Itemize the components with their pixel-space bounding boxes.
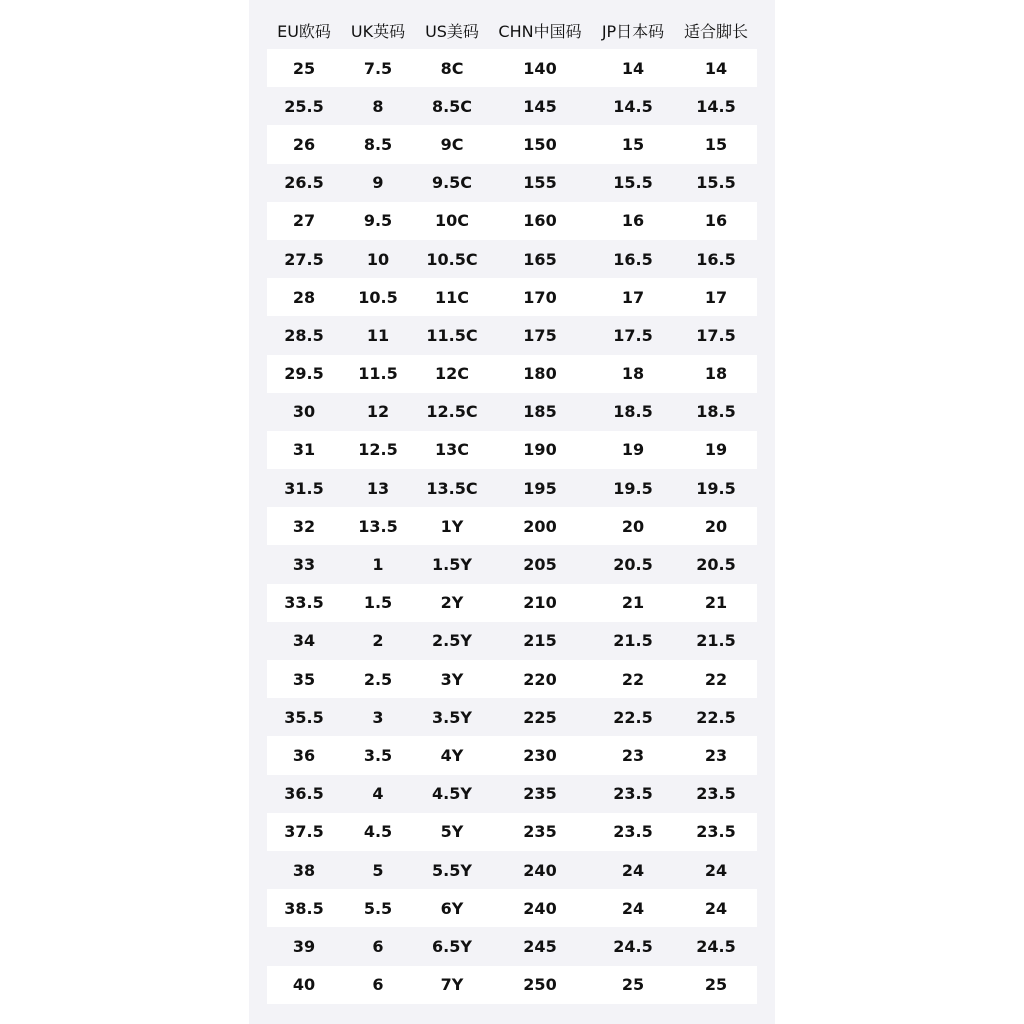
uk-size-cell: 8.5 <box>341 125 415 163</box>
table-row <box>267 545 757 583</box>
jp-size-cell: 24.5 <box>591 927 675 965</box>
table-row <box>267 125 757 163</box>
chn-size-cell: 210 <box>489 584 591 622</box>
chn-size-cell: 150 <box>489 125 591 163</box>
jp-size-cell: 20 <box>591 507 675 545</box>
chn-size-cell: 235 <box>489 813 591 851</box>
uk-size-cell: 13.5 <box>341 507 415 545</box>
table-row <box>267 278 757 316</box>
chn-size-cell: 185 <box>489 393 591 431</box>
jp-size-cell: 14.5 <box>591 87 675 125</box>
chn-size-cell: 250 <box>489 966 591 1004</box>
uk-size-cell: 8 <box>341 87 415 125</box>
eu-size-cell: 37.5 <box>267 813 341 851</box>
jp-size-cell: 16 <box>591 202 675 240</box>
eu-size-cell: 36 <box>267 736 341 774</box>
jp-size-cell: 23.5 <box>591 775 675 813</box>
eu-size-cell: 28 <box>267 278 341 316</box>
uk-size-cell: 2 <box>341 622 415 660</box>
foot-length-cell: 22 <box>675 660 757 698</box>
foot-length-cell: 21 <box>675 584 757 622</box>
jp-size-cell: 23 <box>591 736 675 774</box>
eu-size-cell: 40 <box>267 966 341 1004</box>
table-row <box>267 698 757 736</box>
chn-size-cell: 140 <box>489 49 591 87</box>
us-size-cell: 9.5C <box>415 164 489 202</box>
uk-size-cell: 12 <box>341 393 415 431</box>
eu-size-cell: 25.5 <box>267 87 341 125</box>
us-size-cell: 13C <box>415 431 489 469</box>
header-eu-size: EU欧码 <box>267 11 341 49</box>
jp-size-cell: 20.5 <box>591 545 675 583</box>
jp-size-cell: 22 <box>591 660 675 698</box>
chn-size-cell: 245 <box>489 927 591 965</box>
us-size-cell: 12C <box>415 355 489 393</box>
uk-size-cell: 9.5 <box>341 202 415 240</box>
eu-size-cell: 30 <box>267 393 341 431</box>
table-row <box>267 393 757 431</box>
uk-size-cell: 9 <box>341 164 415 202</box>
chn-size-cell: 215 <box>489 622 591 660</box>
chn-size-cell: 170 <box>489 278 591 316</box>
jp-size-cell: 17.5 <box>591 316 675 354</box>
uk-size-cell: 2.5 <box>341 660 415 698</box>
foot-length-cell: 17.5 <box>675 316 757 354</box>
uk-size-cell: 4.5 <box>341 813 415 851</box>
us-size-cell: 1.5Y <box>415 545 489 583</box>
table-row <box>267 813 757 851</box>
foot-length-cell: 14.5 <box>675 87 757 125</box>
uk-size-cell: 12.5 <box>341 431 415 469</box>
jp-size-cell: 24 <box>591 889 675 927</box>
us-size-cell: 1Y <box>415 507 489 545</box>
table-row <box>267 469 757 507</box>
uk-size-cell: 10 <box>341 240 415 278</box>
chn-size-cell: 190 <box>489 431 591 469</box>
jp-size-cell: 14 <box>591 49 675 87</box>
foot-length-cell: 23.5 <box>675 775 757 813</box>
chn-size-cell: 220 <box>489 660 591 698</box>
foot-length-cell: 21.5 <box>675 622 757 660</box>
jp-size-cell: 15.5 <box>591 164 675 202</box>
jp-size-cell: 22.5 <box>591 698 675 736</box>
us-size-cell: 11C <box>415 278 489 316</box>
chn-size-cell: 240 <box>489 851 591 889</box>
chn-size-cell: 195 <box>489 469 591 507</box>
jp-size-cell: 19.5 <box>591 469 675 507</box>
foot-length-cell: 22.5 <box>675 698 757 736</box>
chn-size-cell: 180 <box>489 355 591 393</box>
jp-size-cell: 18 <box>591 355 675 393</box>
eu-size-cell: 27 <box>267 202 341 240</box>
foot-length-cell: 24.5 <box>675 927 757 965</box>
jp-size-cell: 16.5 <box>591 240 675 278</box>
foot-length-cell: 20 <box>675 507 757 545</box>
foot-length-cell: 24 <box>675 851 757 889</box>
us-size-cell: 4Y <box>415 736 489 774</box>
uk-size-cell: 6 <box>341 927 415 965</box>
uk-size-cell: 7.5 <box>341 49 415 87</box>
us-size-cell: 11.5C <box>415 316 489 354</box>
jp-size-cell: 25 <box>591 966 675 1004</box>
us-size-cell: 2.5Y <box>415 622 489 660</box>
size-chart-table <box>267 11 757 1004</box>
chn-size-cell: 165 <box>489 240 591 278</box>
header-uk-size: UK英码 <box>341 11 415 49</box>
us-size-cell: 12.5C <box>415 393 489 431</box>
us-size-cell: 7Y <box>415 966 489 1004</box>
table-row <box>267 316 757 354</box>
chn-size-cell: 235 <box>489 775 591 813</box>
table-row <box>267 49 757 87</box>
eu-size-cell: 33.5 <box>267 584 341 622</box>
jp-size-cell: 24 <box>591 851 675 889</box>
foot-length-cell: 25 <box>675 966 757 1004</box>
foot-length-cell: 24 <box>675 889 757 927</box>
chn-size-cell: 155 <box>489 164 591 202</box>
us-size-cell: 10.5C <box>415 240 489 278</box>
table-row <box>267 87 757 125</box>
eu-size-cell: 26 <box>267 125 341 163</box>
table-row <box>267 622 757 660</box>
uk-size-cell: 3.5 <box>341 736 415 774</box>
foot-length-cell: 17 <box>675 278 757 316</box>
chn-size-cell: 205 <box>489 545 591 583</box>
eu-size-cell: 28.5 <box>267 316 341 354</box>
chn-size-cell: 145 <box>489 87 591 125</box>
foot-length-cell: 18 <box>675 355 757 393</box>
us-size-cell: 8C <box>415 49 489 87</box>
us-size-cell: 5Y <box>415 813 489 851</box>
header-us-size: US美码 <box>415 11 489 49</box>
foot-length-cell: 19.5 <box>675 469 757 507</box>
foot-length-cell: 19 <box>675 431 757 469</box>
chn-size-cell: 175 <box>489 316 591 354</box>
uk-size-cell: 1.5 <box>341 584 415 622</box>
foot-length-cell: 15 <box>675 125 757 163</box>
foot-length-cell: 15.5 <box>675 164 757 202</box>
eu-size-cell: 27.5 <box>267 240 341 278</box>
us-size-cell: 2Y <box>415 584 489 622</box>
table-row <box>267 202 757 240</box>
chn-size-cell: 230 <box>489 736 591 774</box>
table-row <box>267 431 757 469</box>
eu-size-cell: 39 <box>267 927 341 965</box>
table-row <box>267 660 757 698</box>
us-size-cell: 3Y <box>415 660 489 698</box>
us-size-cell: 8.5C <box>415 87 489 125</box>
uk-size-cell: 13 <box>341 469 415 507</box>
eu-size-cell: 38 <box>267 851 341 889</box>
jp-size-cell: 21.5 <box>591 622 675 660</box>
eu-size-cell: 33 <box>267 545 341 583</box>
foot-length-cell: 18.5 <box>675 393 757 431</box>
uk-size-cell: 4 <box>341 775 415 813</box>
uk-size-cell: 11 <box>341 316 415 354</box>
uk-size-cell: 10.5 <box>341 278 415 316</box>
eu-size-cell: 31.5 <box>267 469 341 507</box>
foot-length-cell: 16 <box>675 202 757 240</box>
header-row <box>267 11 757 49</box>
uk-size-cell: 5.5 <box>341 889 415 927</box>
eu-size-cell: 26.5 <box>267 164 341 202</box>
foot-length-cell: 23 <box>675 736 757 774</box>
size-rows <box>267 49 757 1004</box>
chn-size-cell: 160 <box>489 202 591 240</box>
jp-size-cell: 23.5 <box>591 813 675 851</box>
jp-size-cell: 17 <box>591 278 675 316</box>
jp-size-cell: 15 <box>591 125 675 163</box>
eu-size-cell: 29.5 <box>267 355 341 393</box>
table-row <box>267 927 757 965</box>
us-size-cell: 6Y <box>415 889 489 927</box>
table-row <box>267 966 757 1004</box>
us-size-cell: 9C <box>415 125 489 163</box>
foot-length-cell: 14 <box>675 49 757 87</box>
eu-size-cell: 34 <box>267 622 341 660</box>
foot-length-cell: 20.5 <box>675 545 757 583</box>
table-row <box>267 164 757 202</box>
chn-size-cell: 225 <box>489 698 591 736</box>
table-row <box>267 355 757 393</box>
us-size-cell: 3.5Y <box>415 698 489 736</box>
chn-size-cell: 200 <box>489 507 591 545</box>
foot-length-cell: 23.5 <box>675 813 757 851</box>
jp-size-cell: 18.5 <box>591 393 675 431</box>
eu-size-cell: 32 <box>267 507 341 545</box>
eu-size-cell: 35 <box>267 660 341 698</box>
us-size-cell: 5.5Y <box>415 851 489 889</box>
us-size-cell: 13.5C <box>415 469 489 507</box>
jp-size-cell: 19 <box>591 431 675 469</box>
table-row <box>267 889 757 927</box>
jp-size-cell: 21 <box>591 584 675 622</box>
us-size-cell: 4.5Y <box>415 775 489 813</box>
us-size-cell: 6.5Y <box>415 927 489 965</box>
uk-size-cell: 11.5 <box>341 355 415 393</box>
us-size-cell: 10C <box>415 202 489 240</box>
eu-size-cell: 38.5 <box>267 889 341 927</box>
uk-size-cell: 5 <box>341 851 415 889</box>
header-chn-size: CHN中国码 <box>489 11 591 49</box>
table-row <box>267 584 757 622</box>
eu-size-cell: 36.5 <box>267 775 341 813</box>
table-row <box>267 851 757 889</box>
foot-length-cell: 16.5 <box>675 240 757 278</box>
table-row <box>267 507 757 545</box>
eu-size-cell: 31 <box>267 431 341 469</box>
eu-size-cell: 35.5 <box>267 698 341 736</box>
header-foot-length: 适合脚长 <box>675 11 757 49</box>
uk-size-cell: 6 <box>341 966 415 1004</box>
table-row <box>267 775 757 813</box>
uk-size-cell: 3 <box>341 698 415 736</box>
header-jp-size: JP日本码 <box>591 11 675 49</box>
uk-size-cell: 1 <box>341 545 415 583</box>
table-row <box>267 736 757 774</box>
eu-size-cell: 25 <box>267 49 341 87</box>
chn-size-cell: 240 <box>489 889 591 927</box>
table-row <box>267 240 757 278</box>
